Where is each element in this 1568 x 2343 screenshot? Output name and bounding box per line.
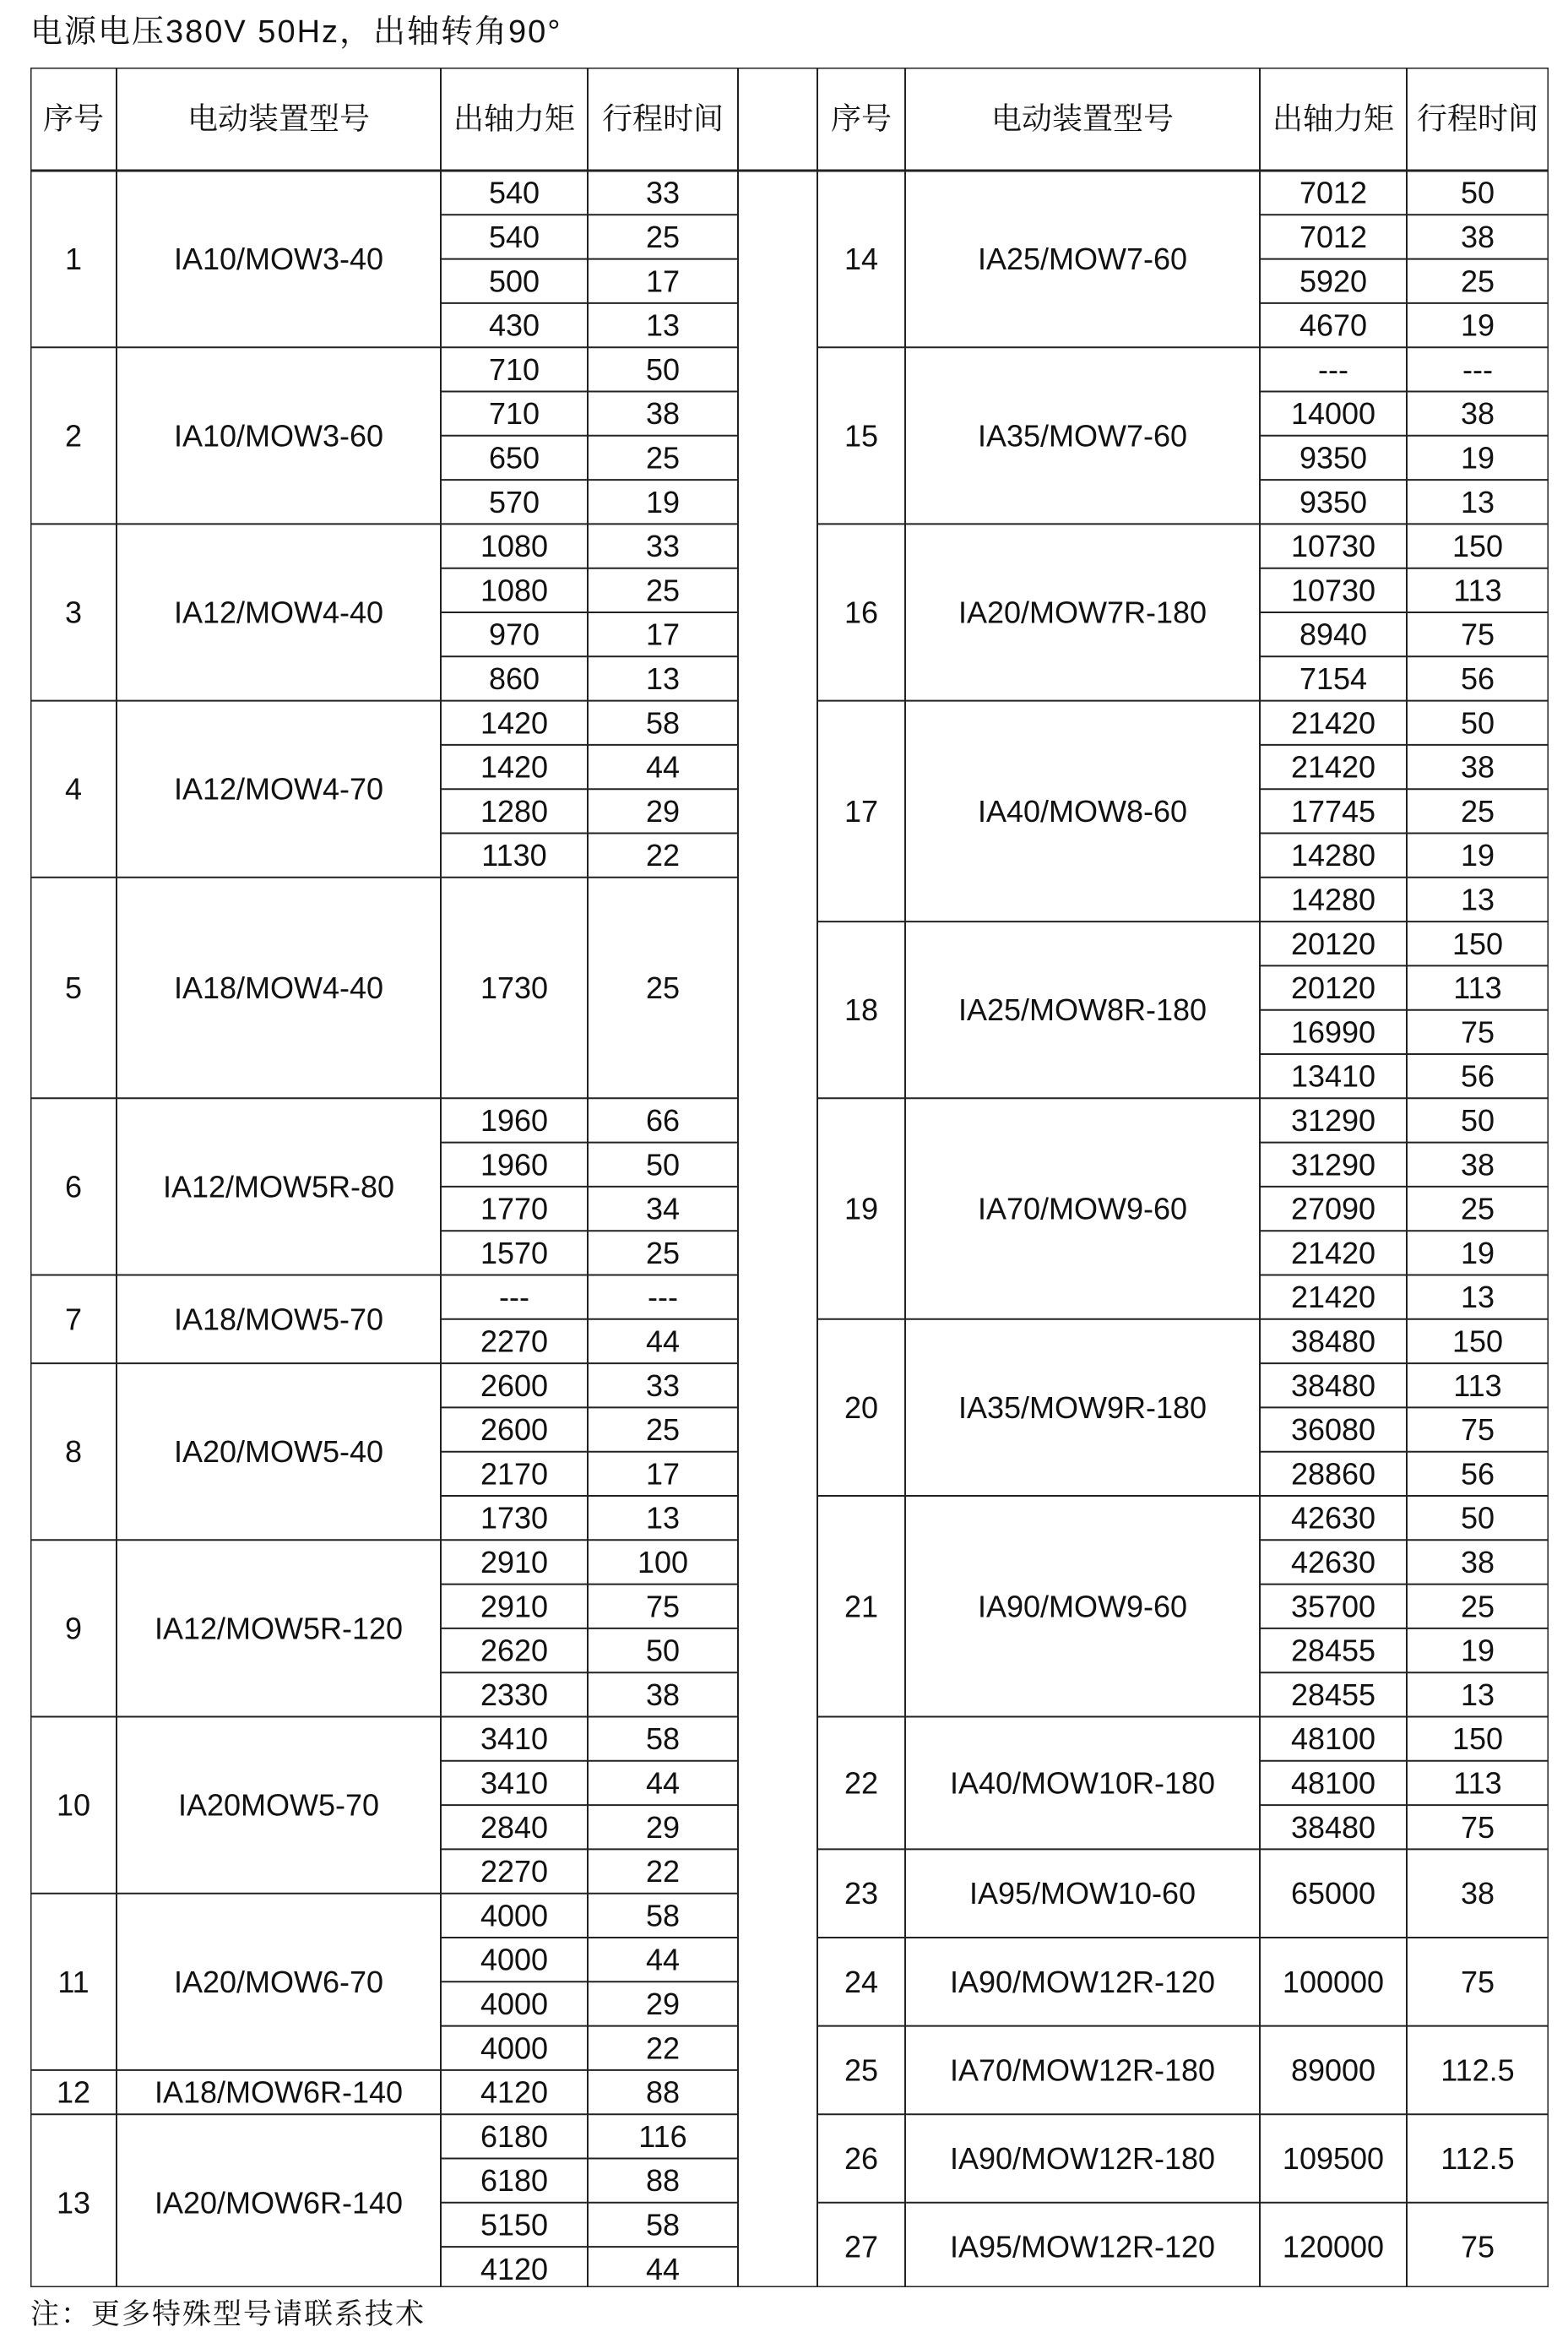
torque-value: 17745 — [1290, 793, 1376, 829]
spec-table — [30, 68, 1549, 2287]
time-value: 25 — [1460, 264, 1495, 299]
time-value: 38 — [1460, 1876, 1495, 1911]
time-value: 150 — [1451, 1721, 1504, 1757]
torque-value: 1960 — [480, 1102, 549, 1138]
torque-value: 89000 — [1290, 2052, 1376, 2088]
torque-value: 13410 — [1290, 1058, 1376, 1094]
time-value: 33 — [645, 1367, 681, 1403]
torque-value: 7012 — [1299, 219, 1368, 254]
time-value: 19 — [1460, 307, 1495, 343]
time-value: 38 — [1460, 749, 1495, 785]
torque-value: 1280 — [480, 793, 549, 829]
torque-value: 1730 — [480, 970, 549, 1006]
torque-value: 9350 — [1299, 484, 1368, 519]
row-model: IA10/MOW3-60 — [173, 418, 384, 454]
time-value: 17 — [645, 617, 681, 652]
torque-value: 2600 — [480, 1367, 549, 1403]
torque-value: 860 — [488, 660, 540, 696]
torque-value: 3410 — [480, 1721, 549, 1757]
row-seq: 19 — [844, 1191, 879, 1226]
torque-value: 20120 — [1290, 926, 1376, 961]
torque-value: --- — [499, 1280, 529, 1315]
torque-value: 21420 — [1290, 749, 1376, 785]
time-value: 113 — [1453, 1367, 1502, 1403]
row-model: IA10/MOW3-40 — [173, 242, 384, 277]
torque-value: 38480 — [1290, 1324, 1376, 1359]
time-value: 113 — [1453, 970, 1502, 1006]
torque-value: 28860 — [1290, 1456, 1376, 1492]
torque-value: 500 — [488, 264, 540, 299]
row-seq: 21 — [844, 1589, 879, 1624]
row-model: IA12/MOW4-70 — [173, 771, 384, 807]
torque-value: 36080 — [1290, 1412, 1376, 1448]
torque-value: 21420 — [1290, 705, 1376, 741]
time-value: 50 — [645, 1147, 681, 1182]
row-seq: 15 — [844, 418, 879, 454]
header-seq: 序号 — [830, 101, 893, 137]
torque-value: 21420 — [1290, 1280, 1376, 1315]
torque-value: 1570 — [480, 1235, 549, 1270]
torque-value: 2620 — [480, 1633, 549, 1668]
time-value: --- — [1462, 351, 1493, 387]
row-seq: 1 — [64, 242, 83, 277]
torque-value: 120000 — [1282, 2229, 1385, 2264]
time-value: 19 — [645, 484, 681, 519]
time-value: 50 — [1460, 705, 1495, 741]
torque-value: 970 — [488, 617, 540, 652]
time-value: 38 — [1460, 1544, 1495, 1579]
time-value: 44 — [645, 1765, 681, 1801]
time-value: 38 — [1460, 219, 1495, 254]
time-value: 75 — [1460, 1412, 1495, 1448]
time-value: 58 — [645, 1898, 681, 1933]
time-value: 13 — [1460, 1677, 1495, 1712]
time-value: 38 — [645, 1677, 681, 1712]
row-model: IA40/MOW8-60 — [977, 793, 1188, 829]
torque-value: 20120 — [1290, 970, 1376, 1006]
time-value: 75 — [1460, 1964, 1495, 1999]
page-title: 电源电压380V 50Hz，出轴转角90° — [30, 14, 562, 50]
time-value: 13 — [1460, 1280, 1495, 1315]
header-torque: 出轴力矩 — [453, 101, 576, 137]
row-seq: 6 — [64, 1169, 83, 1204]
torque-value: 6180 — [480, 2163, 549, 2199]
time-value: 19 — [1460, 1633, 1495, 1668]
torque-value: 650 — [488, 440, 540, 476]
time-value: 25 — [1460, 793, 1495, 829]
time-value: 38 — [1460, 1147, 1495, 1182]
torque-value: 2330 — [480, 1677, 549, 1712]
row-seq: 20 — [844, 1389, 879, 1425]
time-value: 56 — [1460, 660, 1495, 696]
time-value: 29 — [645, 1986, 681, 2021]
row-model: IA35/MOW7-60 — [977, 418, 1188, 454]
time-value: 17 — [645, 264, 681, 299]
row-seq: 14 — [844, 242, 879, 277]
torque-value: 2270 — [480, 1854, 549, 1889]
time-value: 75 — [1460, 1809, 1495, 1845]
torque-value: 4000 — [480, 2030, 549, 2066]
time-value: 50 — [1460, 175, 1495, 210]
row-model: IA18/MOW6R-140 — [154, 2074, 404, 2110]
time-value: 29 — [645, 793, 681, 829]
header-model: 电动装置型号 — [990, 101, 1175, 137]
time-value: 75 — [1460, 1014, 1495, 1050]
torque-value: 6180 — [480, 2118, 549, 2154]
row-model: IA25/MOW7-60 — [977, 242, 1188, 277]
time-value: 22 — [645, 1854, 681, 1889]
torque-value: 540 — [488, 219, 540, 254]
torque-value: 8940 — [1299, 617, 1368, 652]
time-value: 25 — [645, 219, 681, 254]
time-value: 150 — [1451, 1324, 1504, 1359]
row-seq: 18 — [844, 992, 879, 1028]
torque-value: 4000 — [480, 1942, 549, 1977]
torque-value: 28455 — [1290, 1677, 1376, 1712]
torque-value: 9350 — [1299, 440, 1368, 476]
row-model: IA20/MOW6R-140 — [154, 2185, 404, 2221]
time-value: 25 — [645, 970, 681, 1006]
row-model: IA12/MOW4-40 — [173, 595, 384, 630]
torque-value: 1130 — [481, 838, 547, 873]
time-value: 112.5 — [1440, 2141, 1515, 2176]
time-value: 88 — [645, 2163, 681, 2199]
time-value: 44 — [645, 1324, 681, 1359]
time-value: 25 — [645, 440, 681, 476]
row-model: IA20/MOW7R-180 — [958, 595, 1207, 630]
torque-value: 2910 — [480, 1589, 549, 1624]
torque-value: 109500 — [1282, 2141, 1385, 2176]
row-seq: 13 — [56, 2185, 91, 2221]
torque-value: 1420 — [480, 749, 549, 785]
time-value: 25 — [645, 1235, 681, 1270]
time-value: 34 — [645, 1191, 681, 1226]
torque-value: 10730 — [1290, 573, 1376, 608]
torque-value: 1080 — [480, 529, 549, 564]
torque-value: 430 — [488, 307, 540, 343]
row-seq: 17 — [844, 793, 879, 829]
row-seq: 24 — [844, 1964, 879, 1999]
torque-value: 710 — [488, 351, 540, 387]
torque-value: 38480 — [1290, 1367, 1376, 1403]
time-value: 56 — [1460, 1058, 1495, 1094]
time-value: 13 — [645, 1500, 681, 1536]
row-model: IA25/MOW8R-180 — [958, 992, 1207, 1028]
torque-value: 48100 — [1290, 1765, 1376, 1801]
torque-value: 14280 — [1290, 882, 1376, 917]
row-model: IA18/MOW5-70 — [173, 1302, 384, 1337]
time-value: 13 — [1460, 882, 1495, 917]
time-value: 75 — [645, 1589, 681, 1624]
time-value: 88 — [645, 2074, 681, 2110]
row-seq: 23 — [844, 1876, 879, 1911]
header-seq: 序号 — [42, 101, 105, 137]
torque-value: 2910 — [480, 1544, 549, 1579]
time-value: 19 — [1460, 440, 1495, 476]
header-torque: 出轴力矩 — [1272, 101, 1395, 137]
row-model: IA35/MOW9R-180 — [958, 1389, 1207, 1425]
time-value: 38 — [1460, 396, 1495, 432]
time-value: 25 — [645, 573, 681, 608]
torque-value: 4120 — [480, 2074, 549, 2110]
torque-value: 4670 — [1299, 307, 1368, 343]
torque-value: 2840 — [480, 1809, 549, 1845]
row-seq: 2 — [64, 418, 83, 454]
row-model: IA90/MOW12R-180 — [949, 2141, 1216, 2176]
torque-value: 65000 — [1290, 1876, 1376, 1911]
row-seq: 8 — [64, 1434, 83, 1470]
time-value: 25 — [1460, 1589, 1495, 1624]
row-seq: 10 — [56, 1787, 91, 1823]
torque-value: 7012 — [1299, 175, 1368, 210]
time-value: 75 — [1460, 617, 1495, 652]
row-model: IA90/MOW9-60 — [977, 1589, 1188, 1624]
row-seq: 4 — [64, 771, 83, 807]
torque-value: 42630 — [1290, 1544, 1376, 1579]
torque-value: 4120 — [480, 2251, 549, 2286]
time-value: 50 — [645, 1633, 681, 1668]
torque-value: 7154 — [1299, 660, 1368, 696]
row-seq: 7 — [64, 1302, 83, 1337]
time-value: 17 — [645, 1456, 681, 1492]
header-time: 行程时间 — [601, 101, 724, 137]
row-seq: 22 — [844, 1765, 879, 1801]
time-value: 25 — [1460, 1191, 1495, 1226]
torque-value: 100000 — [1282, 1964, 1385, 1999]
torque-value: 4000 — [480, 1986, 549, 2021]
torque-value: 27090 — [1290, 1191, 1376, 1226]
torque-value: 42630 — [1290, 1500, 1376, 1536]
torque-value: --- — [1318, 351, 1348, 387]
footnote: 注：更多特殊型号请联系技术 — [30, 2298, 426, 2330]
torque-value: 5150 — [480, 2207, 549, 2242]
torque-value: 35700 — [1290, 1589, 1376, 1624]
time-value: 113 — [1453, 573, 1502, 608]
row-model: IA12/MOW5R-120 — [154, 1611, 404, 1646]
row-model: IA20/MOW5-40 — [173, 1434, 384, 1470]
row-seq: 11 — [57, 1964, 90, 1999]
row-model: IA70/MOW12R-180 — [949, 2052, 1216, 2088]
torque-value: 14280 — [1290, 838, 1376, 873]
time-value: 13 — [645, 660, 681, 696]
time-value: --- — [648, 1280, 678, 1315]
time-value: 22 — [645, 838, 681, 873]
time-value: 100 — [637, 1544, 689, 1579]
torque-value: 2270 — [480, 1324, 549, 1359]
torque-value: 710 — [488, 396, 540, 432]
torque-value: 10730 — [1290, 529, 1376, 564]
torque-value: 31290 — [1290, 1147, 1376, 1182]
row-model: IA90/MOW12R-120 — [949, 1964, 1216, 1999]
time-value: 58 — [645, 1721, 681, 1757]
time-value: 25 — [645, 1412, 681, 1448]
torque-value: 540 — [488, 175, 540, 210]
torque-value: 28455 — [1290, 1633, 1376, 1668]
torque-value: 14000 — [1290, 396, 1376, 432]
torque-value: 16990 — [1290, 1014, 1376, 1050]
torque-value: 1420 — [480, 705, 549, 741]
time-value: 56 — [1460, 1456, 1495, 1492]
torque-value: 5920 — [1299, 264, 1368, 299]
row-model: IA40/MOW10R-180 — [949, 1765, 1216, 1801]
time-value: 19 — [1460, 838, 1495, 873]
time-value: 44 — [645, 749, 681, 785]
torque-value: 4000 — [480, 1898, 549, 1933]
row-seq: 3 — [64, 595, 83, 630]
time-value: 33 — [645, 175, 681, 210]
time-value: 13 — [645, 307, 681, 343]
torque-value: 38480 — [1290, 1809, 1376, 1845]
row-seq: 16 — [844, 595, 879, 630]
time-value: 150 — [1451, 926, 1504, 961]
time-value: 112.5 — [1440, 2052, 1515, 2088]
time-value: 113 — [1453, 1765, 1502, 1801]
torque-value: 1960 — [480, 1147, 549, 1182]
time-value: 19 — [1460, 1235, 1495, 1270]
time-value: 38 — [645, 396, 681, 432]
row-model: IA95/MOW10-60 — [968, 1876, 1196, 1911]
row-model: IA12/MOW5R-80 — [162, 1169, 395, 1204]
row-seq: 9 — [64, 1611, 83, 1646]
time-value: 150 — [1451, 529, 1504, 564]
torque-value: 3410 — [480, 1765, 549, 1801]
row-seq: 26 — [844, 2141, 879, 2176]
time-value: 44 — [645, 1942, 681, 1977]
spec-table-svg — [30, 68, 1549, 2287]
torque-value: 570 — [488, 484, 540, 519]
torque-value: 31290 — [1290, 1102, 1376, 1138]
row-seq: 12 — [56, 2074, 91, 2110]
row-model: IA70/MOW9-60 — [977, 1191, 1188, 1226]
time-value: 29 — [645, 1809, 681, 1845]
time-value: 75 — [1460, 2229, 1495, 2264]
row-model: IA18/MOW4-40 — [173, 970, 384, 1006]
torque-value: 1770 — [480, 1191, 549, 1226]
row-seq: 5 — [64, 970, 83, 1006]
time-value: 33 — [645, 529, 681, 564]
row-model: IA95/MOW12R-120 — [949, 2229, 1216, 2264]
torque-value: 21420 — [1290, 1235, 1376, 1270]
time-value: 66 — [645, 1102, 681, 1138]
time-value: 13 — [1460, 484, 1495, 519]
time-value: 22 — [645, 2030, 681, 2066]
time-value: 50 — [1460, 1500, 1495, 1536]
row-seq: 25 — [844, 2052, 879, 2088]
torque-value: 2600 — [480, 1412, 549, 1448]
torque-value: 2170 — [480, 1456, 549, 1492]
time-value: 58 — [645, 705, 681, 741]
row-seq: 27 — [844, 2229, 879, 2264]
time-value: 44 — [645, 2251, 681, 2286]
time-value: 58 — [645, 2207, 681, 2242]
header-time: 行程时间 — [1416, 101, 1539, 137]
time-value: 116 — [638, 2118, 687, 2154]
time-value: 50 — [1460, 1102, 1495, 1138]
row-model: IA20MOW5-70 — [177, 1787, 380, 1823]
torque-value: 48100 — [1290, 1721, 1376, 1757]
torque-value: 1080 — [480, 573, 549, 608]
header-model: 电动装置型号 — [187, 101, 371, 137]
torque-value: 1730 — [480, 1500, 549, 1536]
time-value: 50 — [645, 351, 681, 387]
row-model: IA20/MOW6-70 — [173, 1964, 384, 1999]
